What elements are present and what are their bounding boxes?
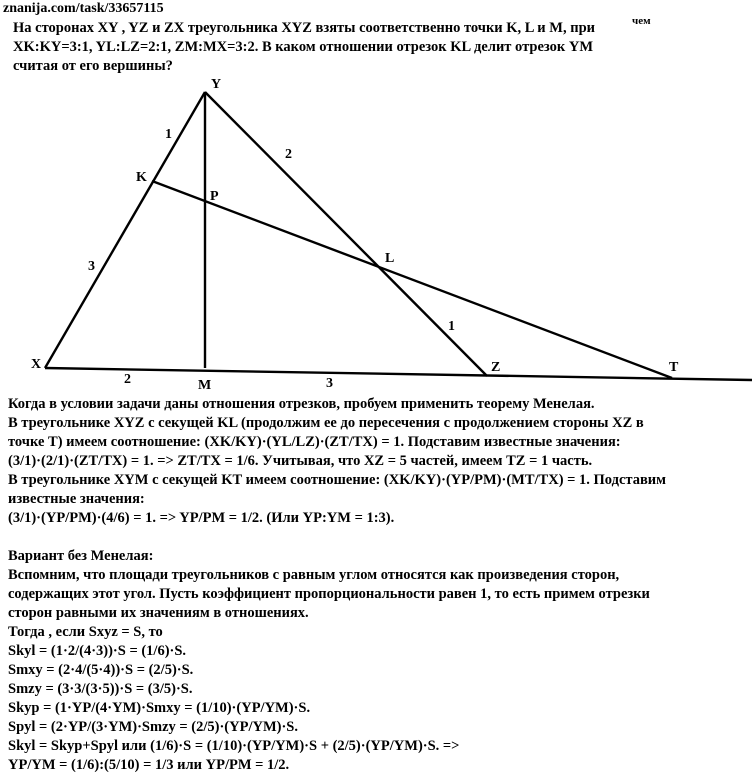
solution-line: Вспомним, что площади треугольников с равным углом относятся как произведения сторон,: [8, 567, 620, 583]
solution-line: Spyl = (2·YP/(3·YM)·Smzy = (2/5)·(YP/YM)·S.: [8, 719, 298, 735]
solution-line: В треугольнике XYM с секущей KT имеем соотношение: (XK/KY)·(YP/PM)·(MT/TX) = 1. Подставим: [8, 472, 667, 488]
source-url: znanija.com/task/33657115: [3, 1, 164, 16]
solution-line: Тогда , если Sxyz = S, то: [8, 624, 163, 640]
solution-line: (3/1)·(YP/PM)·(4/6) = 1. => YP/PM = 1/2. (Или YP:YM = 1:3).: [8, 510, 395, 526]
solution-line: известные значения:: [8, 491, 145, 507]
solution-line: В треугольнике XYZ с секущей KL (продолжим ее до пересечения с продолжением стороны XZ в: [8, 415, 644, 431]
label-t: T: [669, 360, 679, 375]
label-p: P: [210, 189, 219, 204]
secant-kt: [152, 181, 672, 378]
label-k: K: [136, 170, 147, 185]
length-kx: 3: [88, 259, 95, 274]
length-yl: 2: [285, 147, 292, 162]
solution-line: Skyl = (1·2/(4·3))·S = (1/6)·S.: [8, 643, 187, 659]
problem-line-1: На сторонах XY , YZ и ZX треугольника XYZ взяты соответственно точки K, L и M, при: [13, 20, 595, 36]
solution-line: (3/1)·(2/1)·(ZT/TX) = 1. => ZT/TX = 1/6. Учитывая, что XZ = 5 частей, имеем TZ = 1 часть.: [8, 453, 593, 469]
label-l: L: [385, 251, 395, 266]
solution-line: содержащих этот угол. Пусть коэффициент пропорциональности равен 1, то есть примем отрезки: [8, 586, 650, 602]
problem-line-2: XK:KY=3:1, YL:LZ=2:1, ZM:MX=3:2. В каком отношении отрезок KL делит отрезок YM: [13, 39, 594, 55]
solution-line: Skyp = (1·YP/(4·YM)·Smxy = (1/10)·(YP/YM)·S.: [8, 700, 311, 716]
solution-line: точке T) имеем соотношение: (XK/KY)·(YL/LZ)·(ZT/TX) = 1. Подставим известные значения:: [8, 434, 621, 450]
solution-line: Smxy = (2·4/(5·4))·S = (2/5)·S.: [8, 662, 194, 678]
side-xy: [45, 92, 205, 368]
label-y: Y: [211, 77, 222, 92]
solution-line: Когда в условии задачи даны отношения отрезков, пробуем применить теорему Менелая.: [8, 396, 595, 412]
solution-line: Smzy = (3·3/(3·5))·S = (3/5)·S.: [8, 681, 193, 697]
label-x: X: [31, 357, 42, 372]
solution-line: YP/YM = (1/6):(5/10) = 1/3 или YP/PM = 1/2.: [8, 757, 290, 773]
problem-line-1-superscript: чем: [632, 15, 651, 27]
length-mz: 3: [326, 376, 333, 391]
label-z: Z: [491, 360, 501, 375]
base-line-xt: [45, 368, 752, 380]
solution-line: сторон равными их значениям в отношениях.: [8, 605, 309, 621]
length-lz: 1: [448, 319, 455, 334]
label-m: M: [198, 378, 212, 393]
side-yz: [205, 92, 487, 376]
length-yk: 1: [165, 127, 172, 142]
solution-line: Skyl = Skyp+Spyl или (1/6)·S = (1/10)·(YP/YM)·S + (2/5)·(YP/YM)·S. =>: [8, 738, 460, 754]
solution-heading: Вариант без Менелая:: [8, 548, 154, 564]
length-xm: 2: [124, 372, 131, 387]
problem-line-3: считая от его вершины?: [13, 58, 173, 74]
